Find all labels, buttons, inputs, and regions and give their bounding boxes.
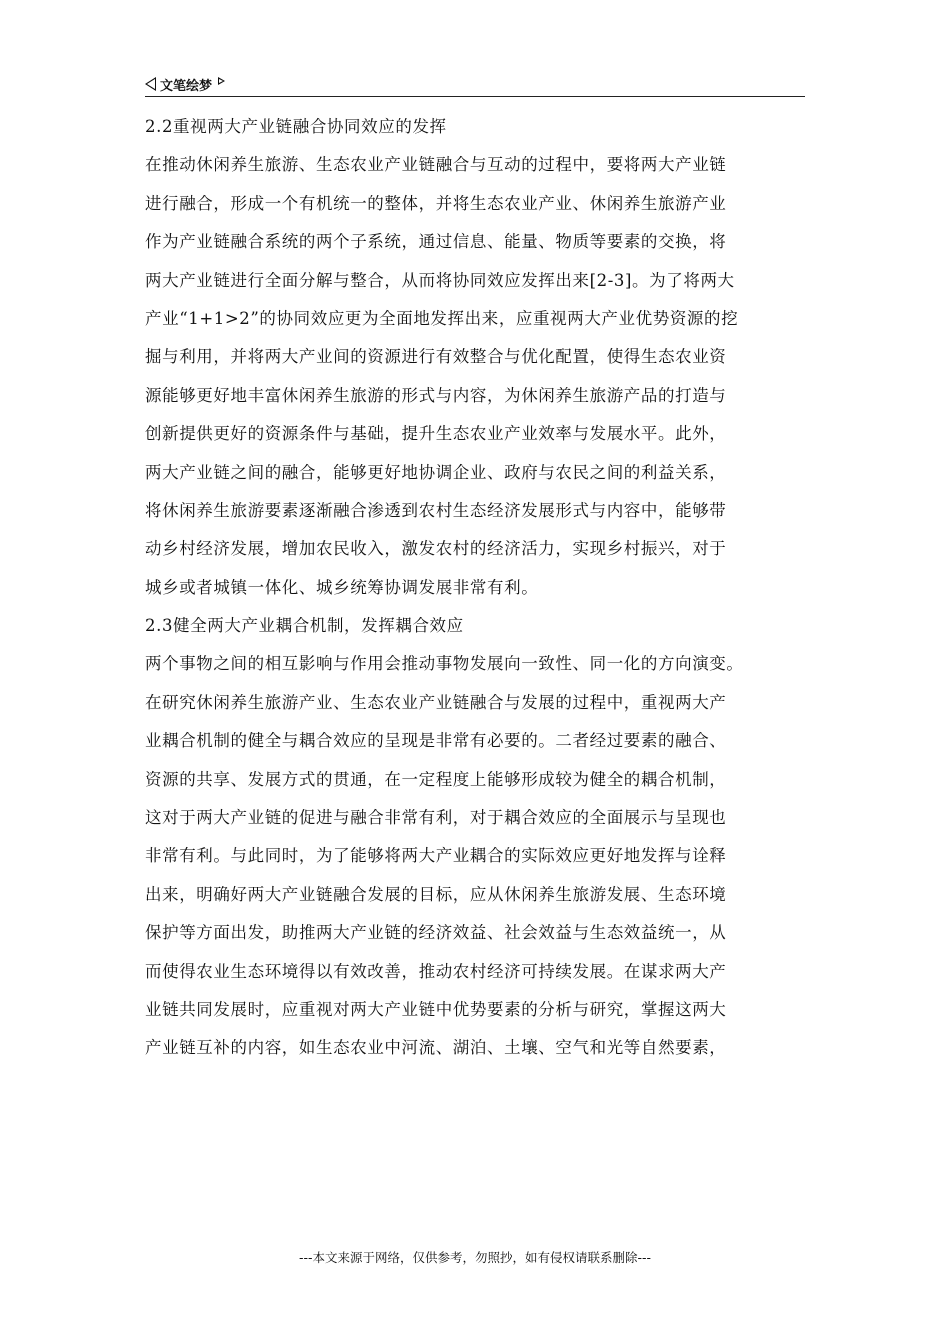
text-line: 产业链互补的内容，如生态农业中河流、湖泊、土壤、空气和光等自然要素， <box>145 1038 727 1058</box>
text-line: 产业“1+1>2”的协同效应更为全面地发挥出来，应重视两大产业优势资源的挖 <box>145 308 739 328</box>
text-line: 而使得农业生态环境得以有效改善，推动农村经济可持续发展。在谋求两大产 <box>145 961 727 981</box>
text-line: 这对于两大产业链的促进与融合非常有利，对于耦合效应的全面展示与呈现也 <box>145 808 727 828</box>
text-line: 两大产业链进行全面分解与整合，从而将协同效应发挥出来[2-3]。为了将两大 <box>145 270 735 290</box>
text-line: 非常有利。与此同时，为了能够将两大产业耦合的实际效应更好地发挥与诠释 <box>145 846 727 866</box>
text-line: 源能够更好地丰富休闲养生旅游的形式与内容，为休闲养生旅游产品的打造与 <box>145 385 727 405</box>
triangle-left-icon <box>145 77 156 91</box>
text-line: 业链共同发展时，应重视对两大产业链中优势要素的分析与研究，掌握这两大 <box>145 999 727 1019</box>
section-heading-2-2: 2.2重视两大产业链融合协同效应的发挥 <box>145 117 447 136</box>
text-line: 保护等方面出发，助推两大产业链的经济效益、社会效益与生态效益统一，从 <box>145 923 727 943</box>
text-line: 作为产业链融合系统的两个子系统，通过信息、能量、物质等要素的交换，将 <box>145 232 727 252</box>
text-line: 两个事物之间的相互影响与作用会推动事物发展向一致性、同一化的方向演变。 <box>145 654 744 674</box>
text-line: 资源的共享、发展方式的贯通，在一定程度上能够形成较为健全的耦合机制， <box>145 769 727 789</box>
text-line: 掘与利用，并将两大产业间的资源进行有效整合与优化配置，使得生态农业资 <box>145 347 727 367</box>
page-header <box>145 74 805 97</box>
body-text <box>145 108 810 1068</box>
triangle-right-icon <box>218 77 225 85</box>
text-line: 创新提供更好的资源条件与基础，提升生态农业产业效率与发展水平。此外， <box>145 424 727 444</box>
text-line: 将休闲养生旅游要素逐渐融合渗透到农村生态经济发展形式与内容中，能够带 <box>145 500 727 520</box>
text-line: 出来，明确好两大产业链融合发展的目标，应从休闲养生旅游发展、生态环境 <box>145 884 727 904</box>
text-line: 在研究休闲养生旅游产业、生态农业产业链融合与发展的过程中，重视两大产 <box>145 692 727 712</box>
text-line: 在推动休闲养生旅游、生态农业产业链融合与互动的过程中，要将两大产业链 <box>145 155 727 175</box>
brand-title: 文笔绘梦 <box>160 78 213 94</box>
text-line: 动乡村经济发展，增加农民收入，激发农村的经济活力，实现乡村振兴，对于 <box>145 539 727 559</box>
section-heading-2-3: 2.3健全两大产业耦合机制，发挥耦合效应 <box>145 616 464 636</box>
text-line: 进行融合，形成一个有机统一的整体，并将生态农业产业、休闲养生旅游产业 <box>145 193 727 213</box>
text-line: 两大产业链之间的融合，能够更好地协调企业、政府与农民之间的利益关系， <box>145 462 727 482</box>
text-line: 城乡或者城镇一体化、城乡统筹协调发展非常有利。 <box>145 577 539 597</box>
brand <box>145 74 225 94</box>
footer-disclaimer: ---本文来源于网络，仅供参考，勿照抄，如有侵权请联系删除--- <box>298 1250 652 1265</box>
text-line: 业耦合机制的健全与耦合效应的呈现是非常有必要的。二者经过要素的融合、 <box>145 731 727 751</box>
